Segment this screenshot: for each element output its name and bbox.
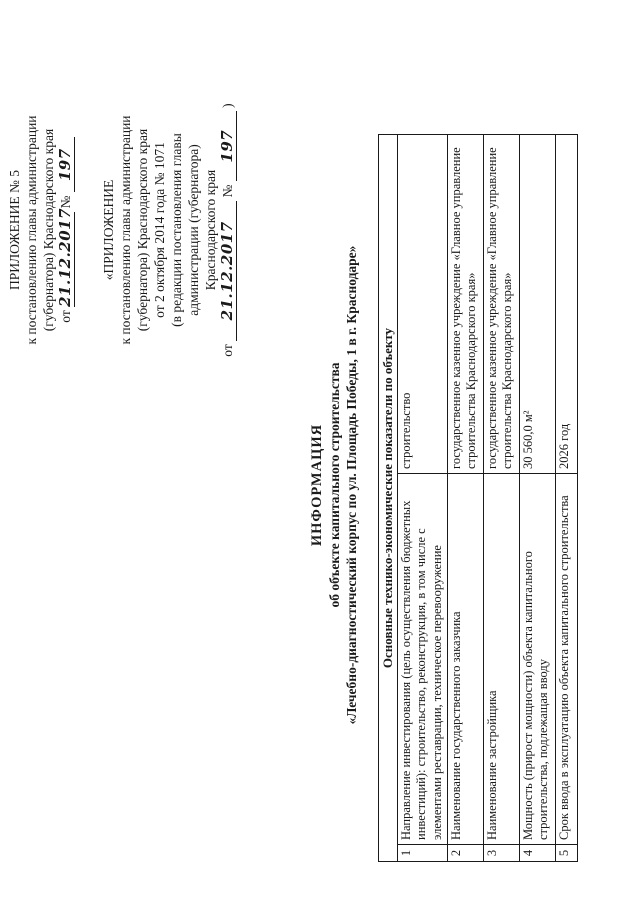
- table-row: [397, 135, 447, 862]
- appendix-line: администрации (губернатора): [186, 144, 201, 316]
- number-prefix: №: [220, 184, 235, 198]
- row-label: Мощность (прирост мощности) объекта капитального строительства, подлежащая вводу: [519, 474, 555, 845]
- appendix-date-line: [219, 40, 237, 420]
- handwritten-number: 197: [219, 111, 237, 181]
- handwritten-date: 21.12.2017: [219, 201, 237, 341]
- appendix-line: (губернатора) Краснодарского края: [41, 128, 56, 332]
- row-label: Наименование застройщика: [483, 474, 519, 845]
- appendix-title: «ПРИЛОЖЕНИЕ: [101, 179, 116, 281]
- appendix-line: от 2 октября 2014 года № 1071: [152, 142, 167, 318]
- table-row: [519, 135, 555, 862]
- date-prefix: от: [220, 344, 235, 357]
- handwritten-date: 21.12.2017: [56, 207, 74, 307]
- object-name: «Лечебно-диагностический корпус по ул. Площадь Победы, 1 в г. Краснодаре»: [344, 245, 359, 725]
- handwritten-number: 197: [57, 137, 75, 192]
- row-label: Направление инвестирования (цель осуществления бюджетных инвестиций): строительство, реконструкция, в том числе с элементами реставрации, техническое перевооружение: [397, 474, 447, 845]
- table-header: Основные технико-экономические показатели по объекту: [379, 135, 398, 862]
- row-label: Срок ввода в эксплуатацию объекта капитального строительства: [555, 474, 577, 845]
- row-number: 1: [397, 845, 447, 862]
- row-value: 2026 год: [555, 135, 577, 474]
- appendix-block-second: [100, 40, 237, 420]
- row-number: 2: [447, 845, 483, 862]
- closing-bracket: ): [220, 103, 235, 108]
- number-prefix: №: [58, 195, 73, 209]
- row-value: государственное казенное учреждение «Главное управление строительства Краснодарского края»: [483, 135, 519, 474]
- row-label: Наименование государственного заказчика: [447, 474, 483, 845]
- appendix-title: ПРИЛОЖЕНИЕ № 5: [7, 169, 22, 291]
- table-row: [555, 135, 577, 862]
- appendix-line: к постановлению главы администрации: [24, 115, 39, 345]
- date-prefix: от: [58, 310, 73, 323]
- row-value: государственное казенное учреждение «Главное управление строительства Краснодарского края»: [447, 135, 483, 474]
- appendix-line: (в редакции постановления главы: [169, 133, 184, 327]
- table-header-row: [379, 135, 398, 862]
- table-row: [483, 135, 519, 862]
- document-title: ИНФОРМАЦИЯ: [309, 423, 325, 547]
- appendix-date-line: [57, 40, 75, 420]
- row-value: 30 560,0 м²: [519, 135, 555, 474]
- document-subtitle: об объекте капитального строительства: [327, 362, 342, 608]
- table-row: [447, 135, 483, 862]
- row-value: строительство: [397, 135, 447, 474]
- appendix-line: Краснодарского края: [203, 169, 218, 291]
- document-title-block: [308, 125, 360, 845]
- appendix-line: к постановлению главы администрации: [118, 115, 133, 345]
- appendix-line: (губернатора) Краснодарского края: [135, 128, 150, 332]
- row-number: 4: [519, 845, 555, 862]
- indicators-table: [378, 134, 578, 862]
- appendix-block-top: [6, 40, 75, 420]
- row-number: 5: [555, 845, 577, 862]
- row-number: 3: [483, 845, 519, 862]
